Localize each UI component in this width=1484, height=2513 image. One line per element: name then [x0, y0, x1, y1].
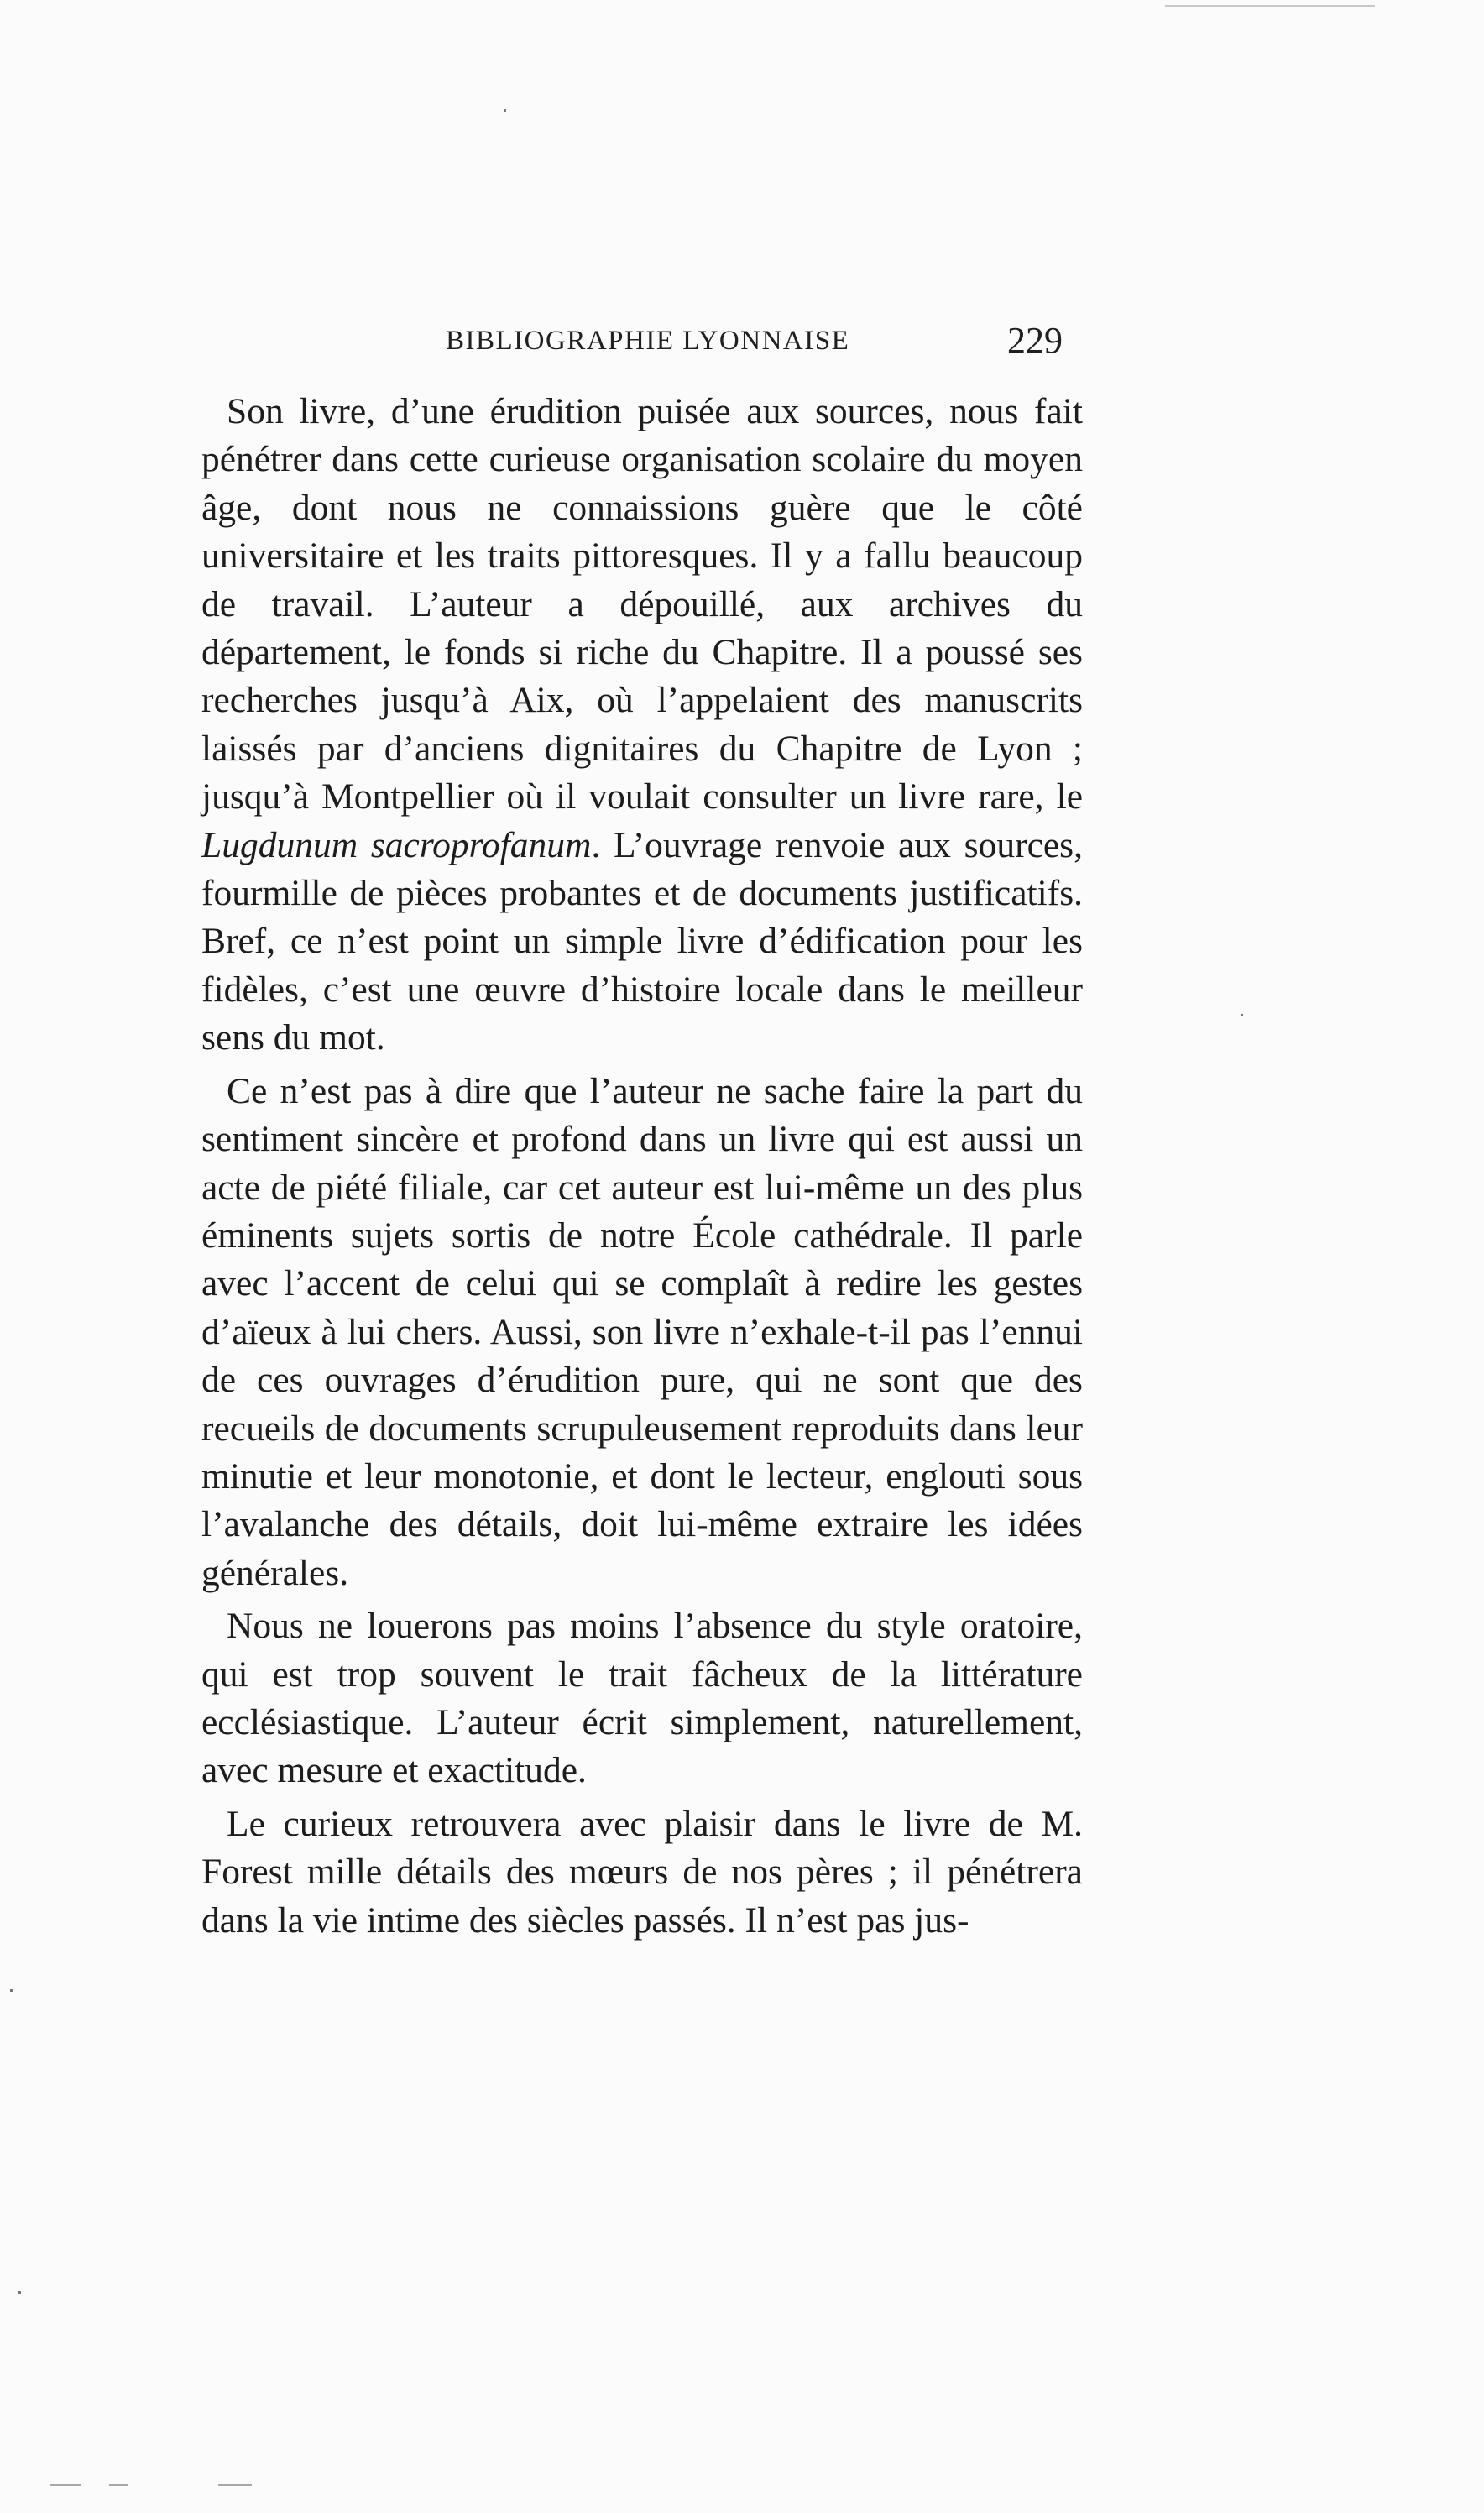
scan-edge-mark: [1165, 5, 1375, 7]
paragraph-4: Le curieux retrouvera avec plaisir dans le livre de M. Forest mille détails des mœurs de nos pères ; il pénétrera dans la vie intime des siècles passés. Il n’est pas jus-: [201, 1803, 1083, 1941]
scan-bottom-marks: [50, 2484, 302, 2488]
body-text: [201, 388, 1083, 1950]
scan-speck: [504, 109, 506, 112]
scan-speck: [18, 2291, 21, 2294]
paragraph-1-text-b: . L’ouvrage renvoie aux sources, fourmille de pièces probantes et de documents justificatifs. Bref, ce n’est point un simple livre d’édification pour les fidèles, c’est une œuvre d’histoire locale dans le meilleur sens du mot.: [201, 824, 1083, 1058]
running-title: BIBLIOGRAPHIE LYONNAISE: [446, 326, 850, 356]
scan-speck: [1241, 1014, 1243, 1016]
paragraph-1: [201, 388, 1083, 1063]
scan-speck: [10, 1989, 13, 1992]
running-head: [190, 319, 1079, 369]
paragraph-1-italic-title: Lugdunum sacroprofanum: [201, 824, 592, 865]
paragraph-3: Nous ne louerons pas moins l’absence du style oratoire, qui est trop souvent le trait fâcheux de la littérature ecclésiastique. L’auteur écrit simplement, naturellement, avec mesure et exactitude.: [201, 1606, 1083, 1791]
paragraph-2: Ce n’est pas à dire que l’auteur ne sache faire la part du sentiment sincère et profond dans un livre qui est aussi un acte de piété filiale, car cet auteur est lui-même un des plus éminents sujets sortis de notre École cathédrale. Il parle avec l’accent de celui qui se complaît à redire les gestes d’aïeux à lui chers. Aussi, son livre n’exhale-t-il pas l’ennui de ces ouvrages d’érudition pure, qui ne sont que des recueils de documents scrupuleusement reproduits dans leur minutie et leur monotonie, et dont le lecteur, englouti sous l’avalanche des détails, doit lui-même extraire les idées générales.: [201, 1070, 1083, 1593]
paragraph-1-text-a: Son livre, d’une érudition puisée aux sources, nous fait pénétrer dans cette curieuse organisation scolaire du moyen âge, dont nous ne connaissions guère que le côté universitaire et les traits pittoresques. Il y a fallu beaucoup de travail. L’auteur a dépouillé, aux archives du département, le fonds si riche du Chapitre. Il a poussé ses recherches jusqu’à Aix, où l’appelaient des manuscrits laissés par d’anciens dignitaires du Chapitre de Lyon ; jusqu’à Montpellier où il voulait consulter un livre rare, le: [201, 391, 1083, 818]
page-number: 229: [1007, 320, 1063, 361]
